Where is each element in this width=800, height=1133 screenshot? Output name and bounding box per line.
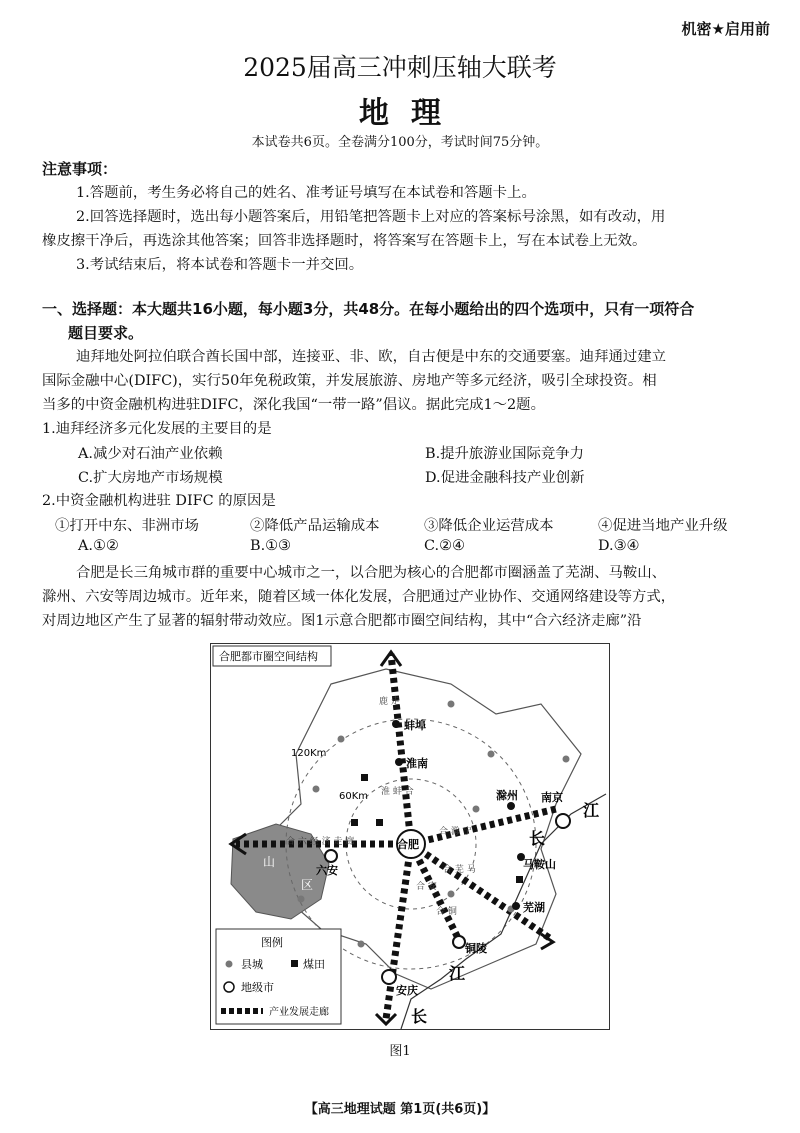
question-2-statement-2: ②降低产品运输成本: [250, 518, 380, 534]
question-1-option-b: B.提升旅游业国际竞争力: [425, 446, 585, 462]
corridor-north: [391, 654, 411, 844]
passage2-line2: 滁州、六安等周边城市。近年来，随着区域一体化发展，合肥通过产业协作、交通网络建设等方式，: [42, 589, 676, 605]
question-2-statement-1: ①打开中东、非洲市场: [55, 518, 199, 534]
notice-item-3: 3.考试结束后，将本试卷和答题卡一并交回。: [76, 257, 364, 273]
county-8: [448, 891, 455, 898]
city-bengbu-marker: [392, 720, 400, 728]
question-1-option-d: D.促进金融科技产业创新: [425, 470, 585, 486]
city-maanshan-label: 马鞍山: [523, 858, 556, 871]
city-chuzhou-marker: [507, 802, 515, 810]
section-heading: [42, 297, 772, 345]
question-1-option-c: C.扩大房地产市场规模: [78, 470, 223, 486]
question-2-statement-3: ③降低企业运营成本: [424, 518, 554, 534]
city-tongling-label: 铜陵: [465, 942, 487, 955]
coal-4: [351, 819, 358, 826]
notice-heading: 注意事项：: [42, 160, 118, 178]
river-label-chang-1: 长: [529, 829, 546, 848]
ring-60-label: 60Km: [339, 791, 369, 802]
passage1-line2: 国际金融中心(DIFC)，实行50年免税政策，并发展旅游、房地产等多元经济，吸引全球投资。相: [42, 373, 657, 389]
notice-item-2b: 橡皮擦干净后，再选涂其他答案；回答非选择题时，将答案写在答题卡上，写在本试卷上无效。: [42, 233, 647, 249]
county-1: [338, 736, 345, 743]
figure-caption: 图1: [389, 1044, 411, 1059]
city-hefei-label: 合肥: [397, 838, 419, 851]
hefei-metro-map: [210, 643, 610, 1030]
section-heading-line1: 一、选择题：本大题共16小题，每小题3分，共48分。在每小题给出的四个选项中，只有一项符合: [42, 300, 695, 318]
corridor-label-north: 淮 蚌 合: [381, 787, 414, 797]
city-nanjing-label: 南京: [541, 791, 563, 804]
corridor-label-hefei-nanjing: 合 滁 宁: [439, 827, 472, 837]
legend-prefecture-marker: [224, 982, 234, 992]
confidential-mark: 机密★启用前: [681, 20, 770, 38]
river-label-chang-2: 长: [411, 1007, 428, 1026]
question-1-option-a: A.减少对石油产业依赖: [78, 446, 223, 462]
question-2-stem: 2.中资金融机构进驻 DIFC 的原因是: [42, 493, 276, 509]
city-luan-marker: [325, 850, 337, 862]
legend-coal-marker: [291, 960, 298, 967]
coal-1: [361, 774, 368, 781]
passage2-line1: 合肥是长三角城市群的重要中心城市之一，以合肥为核心的合肥都市圈涵盖了芜湖、马鞍山、: [76, 565, 667, 581]
legend-corridor-label: 产业发展走廊: [269, 1007, 329, 1018]
ring-120-label: 120Km: [291, 748, 327, 759]
question-2-option-c: C.②④: [424, 538, 465, 554]
city-luan-label: 六安: [316, 864, 338, 877]
river-label-jiang-2: 江: [449, 964, 466, 983]
corridor-label-hefei-luan: 合 六 经 济 走 廊: [286, 837, 355, 847]
passage2-line3: 对周边地区产生了显著的辐射带动效应。图1示意合肥都市圈空间结构，其中“合六经济走廊”沿: [42, 613, 642, 629]
coal-3: [516, 876, 523, 883]
question-2-statement-4: ④促进当地产业升级: [598, 518, 728, 534]
legend-prefecture-label: 地级市: [241, 981, 274, 994]
county-6: [473, 806, 480, 813]
coal-2: [376, 819, 383, 826]
notice-item-1: 1.答题前，考生务必将自己的姓名、准考证号填写在本试卷和答题卡上。: [76, 185, 536, 201]
corridor-label-far-north: 鹿 走: [379, 697, 400, 707]
question-1-stem: 1.迪拜经济多元化发展的主要目的是: [42, 421, 272, 437]
river-label-jiang-1: 江: [583, 801, 600, 820]
subject-title: 地理: [359, 96, 463, 131]
city-chuzhou-label: 滁州: [496, 789, 518, 802]
arrow-southeast: [541, 934, 553, 949]
city-anqing-label: 安庆: [396, 984, 418, 997]
corridor-label-southwest: 合 铜: [436, 907, 457, 917]
city-tongling-marker: [453, 936, 465, 948]
legend-county-label: 县城: [241, 958, 263, 971]
exam-info: 本试卷共6页。全卷满分100分，考试时间75分钟。: [251, 135, 549, 150]
legend-coal-label: 煤田: [303, 958, 325, 971]
county-5: [313, 786, 320, 793]
county-10: [358, 941, 365, 948]
mountain-label-a: 山: [263, 855, 276, 869]
map-title: 合肥都市圈空间结构: [219, 650, 318, 663]
city-huainan-label: 淮南: [406, 757, 428, 770]
county-3: [488, 751, 495, 758]
county-7: [298, 896, 305, 903]
city-huainan-marker: [395, 758, 403, 766]
yangtze-river: [401, 794, 606, 1029]
question-2-option-d: D.③④: [598, 538, 640, 554]
prefecture-cities: [316, 718, 570, 997]
passage1-line1: 迪拜地处阿拉伯联合酋长国中部，连接亚、非、欧，自古便是中东的交通要塞。迪拜通过建立: [76, 349, 667, 365]
county-4: [563, 756, 570, 763]
city-wuhu-label: 芜湖: [523, 901, 545, 914]
corridor-label-southeast: 合 芜 马: [443, 865, 476, 875]
mountain-label-b: 区: [301, 878, 314, 892]
section-heading-line2: 题目要求。: [68, 324, 144, 342]
legend-county-marker: [226, 961, 233, 968]
exam-title: 2025届高三冲刺压轴大联考: [243, 53, 557, 82]
city-nanjing-marker: [556, 814, 570, 828]
passage1-line3: 当多的中资金融机构进驻DIFC，深化我国“一带一路”倡议。据此完成1～2题。: [42, 397, 545, 413]
legend-title: 图例: [261, 936, 283, 949]
question-2-option-b: B.①③: [250, 538, 291, 554]
corridor-label-south: 合 安: [416, 882, 437, 892]
page-footer: 【高三地理试题 第1页(共6页)】: [304, 1102, 496, 1117]
city-wuhu-marker: [512, 902, 520, 910]
question-2-option-a: A.①②: [78, 538, 119, 554]
map-svg: [211, 644, 609, 1029]
city-bengbu-label: 蚌埠: [404, 719, 426, 732]
notice-item-2a: 2.回答选择题时，选出每小题答案后，用铅笔把答题卡上对应的答案标号涂黑，如有改动，用: [76, 209, 666, 225]
city-anqing-marker: [382, 970, 396, 984]
county-2: [448, 701, 455, 708]
